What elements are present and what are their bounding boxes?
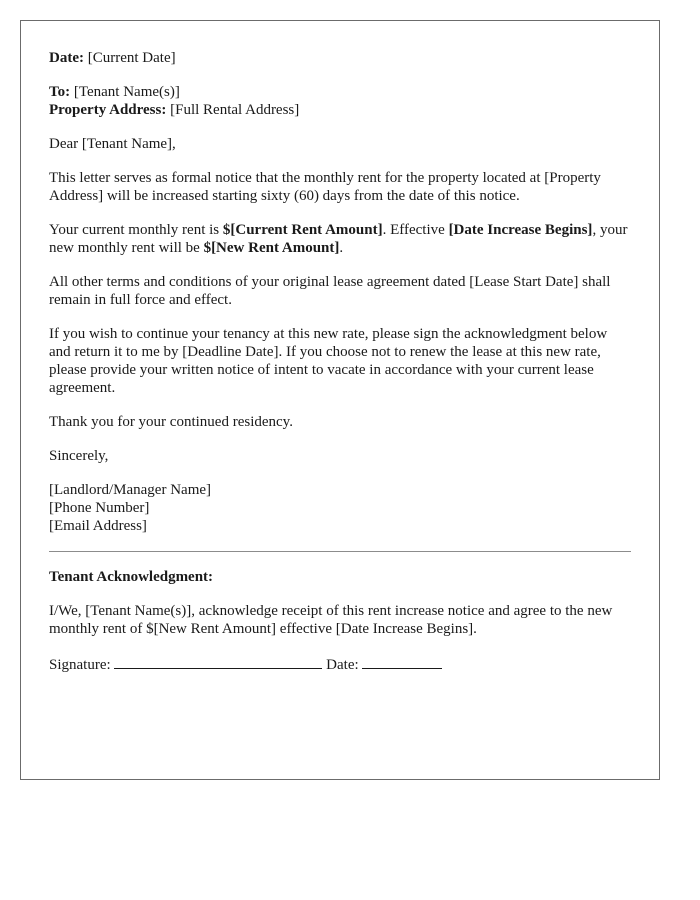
paragraph-instructions: If you wish to continue your tenancy at this new rate, please sign the acknowledgment below and return it to me by [Deadline Date]. If you choose not to renew the lease at this new rate, please provide your written notice of intent to vacate in accordance with your current lease agreement. [49, 326, 608, 396]
paragraph-thanks: Thank you for your continued residency. [49, 414, 293, 430]
paragraph-rent-change [49, 221, 631, 257]
property-address-value: [Full Rental Address] [166, 102, 300, 118]
signature-label: Signature: [49, 657, 115, 673]
signature-date-line[interactable] [362, 654, 442, 669]
to-label: To: [49, 84, 71, 100]
current-rent-amount: $[Current Rent Amount] [222, 222, 383, 238]
letter-page [20, 20, 660, 780]
signature-date-label: Date: [322, 657, 363, 673]
to-line [49, 83, 631, 101]
date-line [49, 49, 631, 67]
property-address-line [49, 101, 631, 119]
paragraph-terms: All other terms and conditions of your original lease agreement dated [Lease Start Date] shall remain in full force and effect. [49, 274, 611, 308]
date-label: Date: [49, 50, 84, 66]
acknowledgment-heading: Tenant Acknowledgment: [49, 569, 214, 585]
rent-text-b: . Effective [382, 222, 449, 238]
rent-text-a: Your current monthly rent is [49, 222, 223, 238]
salutation: Dear [Tenant Name], [49, 136, 176, 152]
date-value: [Current Date] [83, 50, 176, 66]
to-value: [Tenant Name(s)] [70, 84, 180, 100]
landlord-name: [Landlord/Manager Name] [49, 482, 212, 498]
signature-row [49, 654, 631, 674]
paragraph-notice: This letter serves as formal notice that the monthly rent for the property located at [Property Address] will be increased starting sixty (60) days from the date of this notice. [49, 170, 601, 204]
signature-line[interactable] [114, 654, 322, 669]
increase-date: [Date Increase Begins] [448, 222, 593, 238]
rent-text-d: . [339, 240, 344, 256]
new-rent-amount: $[New Rent Amount] [203, 240, 340, 256]
rent-text-c: , your new monthly rent will be [49, 222, 628, 256]
property-address-label: Property Address: [49, 102, 167, 118]
acknowledgment-text: I/We, [Tenant Name(s)], acknowledge receipt of this rent increase notice and agree to the new monthly rent of $[New Rent Amount] effective [Date Increase Begins]. [49, 603, 613, 637]
landlord-email: [Email Address] [49, 518, 147, 534]
landlord-phone: [Phone Number] [49, 500, 150, 516]
sign-off: Sincerely, [49, 448, 109, 464]
section-divider [49, 551, 631, 552]
